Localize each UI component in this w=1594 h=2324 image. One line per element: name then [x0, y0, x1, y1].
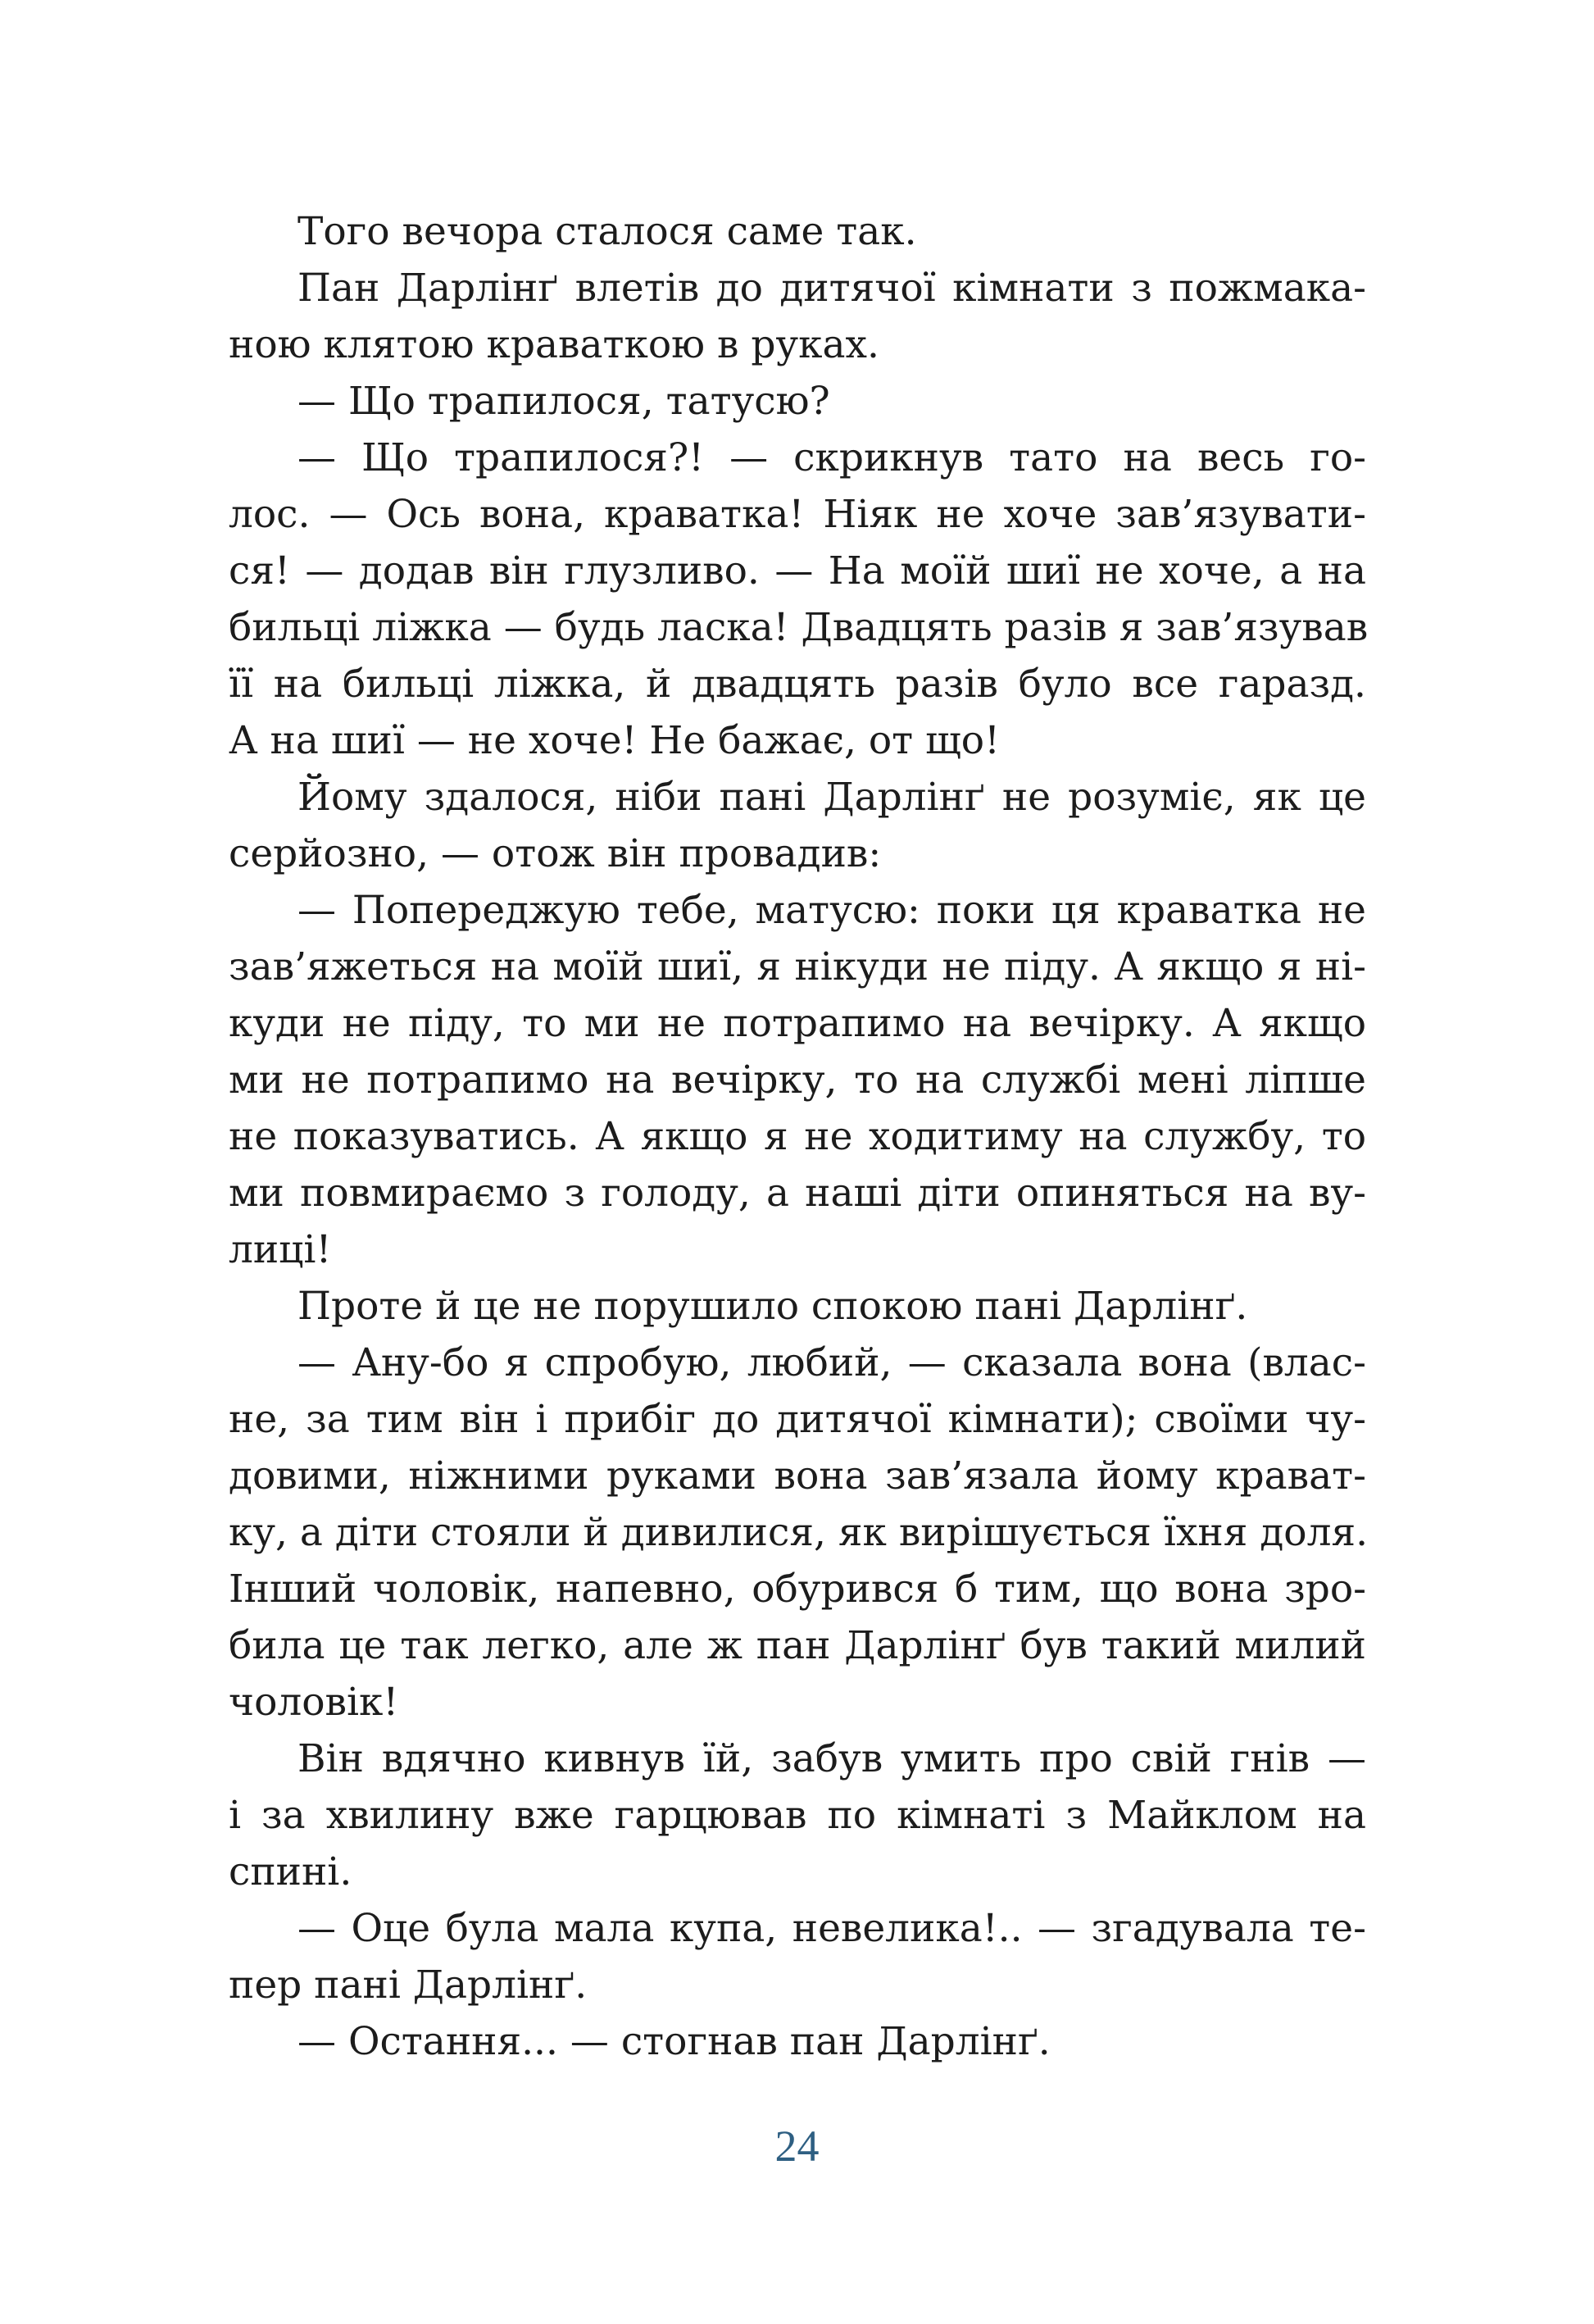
text-line: Інший чоловік, напевно, обурився б тим, що вона зро- — [229, 1567, 1366, 1612]
page-number: 24 — [774, 2122, 820, 2171]
text-line: Він вдячно кивнув їй, забув умить про свій гнів — — [297, 1736, 1366, 1781]
text-line: — Оце була мала купа, невелика!.. — згадувала те- — [297, 1906, 1366, 1951]
text-line: била це так легко, але ж пан Дарлінґ був такий милий — [229, 1623, 1366, 1668]
text-line: і за хвилину вже гарцював по кімнаті з Майклом на — [229, 1793, 1366, 1838]
text-line: Йому здалося, ніби пані Дарлінґ не розуміє, як це — [297, 775, 1366, 820]
text-line: не, за тим він і прибіг до дитячої кімнати); своїми чу- — [229, 1397, 1366, 1442]
text-line: ми повмираємо з голоду, а наші діти опиняться на ву- — [229, 1171, 1366, 1216]
text-line: ною клятою краваткою в руках. — [229, 322, 879, 367]
text-line: ми не потрапимо на вечірку, то на службі мені ліпше — [229, 1057, 1366, 1103]
text-line: — Що трапилося, татусю? — [297, 379, 830, 424]
text-line: не показуватись. А якщо я не ходитиму на службу, то — [229, 1114, 1366, 1159]
text-line: чоловік! — [229, 1680, 399, 1725]
text-line: ку, а діти стояли й дивилися, як вирішується їхня доля. — [229, 1510, 1369, 1555]
text-line: — Попереджую тебе, матусю: поки ця краватка не — [297, 888, 1366, 933]
text-line: бильці ліжка — будь ласка! Двадцять разів я зав’язував — [229, 605, 1369, 650]
text-line: лос. — Ось вона, краватка! Ніяк не хоче зав’язувати- — [229, 492, 1366, 537]
text-line: ся! — додав він глузливо. — На моїй шиї не хоче, а на — [229, 548, 1366, 594]
text-line: Пан Дарлінґ влетів до дитячої кімнати з пожмака- — [297, 266, 1366, 311]
text-line: А на шиї — не хоче! Не бажає, от що! — [229, 718, 1000, 763]
text-line: куди не піду, то ми не потрапимо на вечірку. А якщо — [229, 1001, 1366, 1046]
text-line: Проте й це не порушило спокою пані Дарлінґ. — [297, 1284, 1248, 1329]
body-text — [229, 203, 1369, 2070]
text-line: пер пані Дарлінґ. — [229, 1962, 588, 2008]
text-line: — Ану-бо я спробую, любий, — сказала вона (влас- — [297, 1340, 1366, 1385]
text-line: Того вечора сталося саме так. — [297, 209, 917, 254]
text-line: серйозно, — отож він провадив: — [229, 831, 882, 876]
text-line: зав’яжеться на моїй шиї, я нікуди не піду. А якщо я ні- — [229, 944, 1366, 989]
text-line: — Остання... — стогнав пан Дарлінґ. — [297, 2019, 1051, 2064]
text-line: спині. — [229, 1849, 352, 1894]
text-line: — Що трапилося?! — скрикнув тато на весь го- — [297, 435, 1366, 480]
text-line: лиці! — [229, 1227, 332, 1272]
text-line: її на бильці ліжка, й двадцять разів було все гаразд. — [229, 662, 1366, 707]
text-line: довими, ніжними руками вона зав’язала йому крават- — [229, 1453, 1366, 1499]
